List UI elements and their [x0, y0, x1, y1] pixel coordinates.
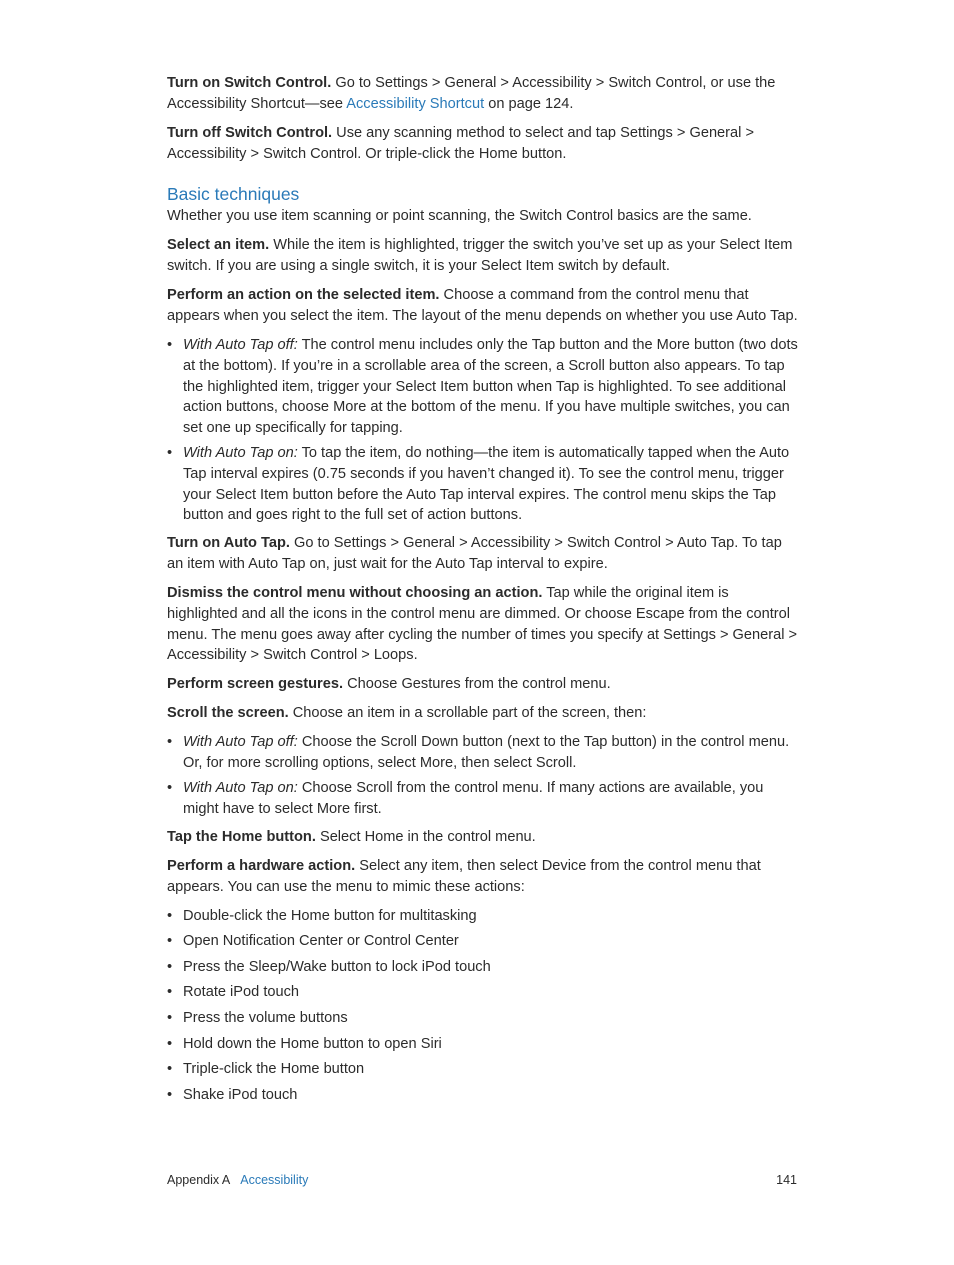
para-text: Choose Gestures from the control menu. [343, 676, 611, 693]
para-text: Choose an item in a scrollable part of the screen, then: [288, 705, 647, 722]
list-item [167, 335, 799, 439]
para-text: Choose a command from the control menu that appears when you select the item. The layout of the menu depends on whether you use Auto Tap. [167, 287, 798, 324]
para-text: on page 124. [484, 95, 574, 112]
para-text: Use any scanning method to select and tap Settings > General > Accessibility > Switch Control. Or triple-click the Home button. [167, 124, 754, 162]
para-lead: Perform a hardware action. [167, 857, 356, 874]
para-lead: Tap the Home button. [167, 828, 316, 845]
bullet: • [167, 780, 173, 797]
bullet: • [167, 1086, 173, 1103]
section-heading: Basic techniques [167, 184, 300, 205]
list-item [167, 1085, 799, 1106]
hardware-action [167, 856, 799, 898]
para-lead: Turn on Auto Tap. [167, 535, 290, 552]
bullet: • [167, 445, 173, 462]
bullet: • [167, 734, 173, 751]
item-lead: With Auto Tap on: [183, 445, 298, 462]
bullet: • [167, 958, 173, 975]
para-lead: Scroll the screen. [167, 705, 289, 722]
item-text: Rotate iPod touch [183, 984, 300, 1001]
item-text: To tap the item, do nothing—the item is automatically tapped when the Auto Tap interval expires (0.75 seconds if you haven’t changed it). To see the control menu, trigger your Select Item button before the Auto Tap interval expires. The control menu skips the Tap button and goes right to the full set of action buttons. [183, 445, 790, 524]
footer-section-link[interactable]: Accessibility [240, 1173, 309, 1187]
hardware-list [167, 906, 799, 1106]
list-item [167, 931, 799, 952]
screen-gestures [167, 674, 799, 695]
autotap-list [167, 335, 799, 526]
para-text: Tap while the original item is highlighted and all the icons in the control menu are dimmed. Or choose Escape from the control menu. The menu goes away after cycling the number of times you specify at Settings > General > Accessibility > Switch Control > Loops. [167, 585, 798, 664]
tap-home [167, 827, 799, 848]
page-content [167, 73, 799, 1113]
accessibility-shortcut-link[interactable]: Accessibility Shortcut [346, 95, 485, 112]
page-footer [167, 1173, 799, 1187]
item-text: Press the volume buttons [183, 1009, 348, 1026]
item-text: Choose Scroll from the control menu. If many actions are available, you might have to select More first. [183, 780, 764, 817]
para-text: While the item is highlighted, trigger the switch you’ve set up as your Select Item switch. If you are using a single switch, it is your Select Item switch by default. [167, 237, 793, 275]
scroll-list [167, 732, 799, 819]
dismiss-menu [167, 583, 799, 666]
list-item [167, 906, 799, 927]
page-number: 141 [776, 1173, 797, 1187]
item-lead: With Auto Tap off: [183, 336, 298, 353]
list-item [167, 778, 799, 820]
bullet: • [167, 1009, 173, 1026]
list-item [167, 1008, 799, 1029]
list-item [167, 443, 799, 526]
turn-off-switch-control [167, 123, 799, 165]
list-item [167, 732, 799, 774]
item-lead: With Auto Tap off: [183, 734, 298, 751]
item-text: Press the Sleep/Wake button to lock iPod touch [183, 958, 491, 975]
turn-on-switch-control [167, 73, 799, 115]
para-lead: Select an item. [167, 237, 270, 254]
para-lead: Turn off Switch Control. [167, 124, 333, 141]
para-lead: Turn on Switch Control. [167, 75, 332, 91]
item-text: Choose the Scroll Down button (next to the Tap button) in the control menu. Or, for more scrolling options, select More, then select Scroll. [183, 734, 790, 772]
item-text: Double-click the Home button for multitasking [183, 907, 477, 924]
bullet: • [167, 933, 173, 950]
para-lead: Perform an action on the selected item. [167, 287, 440, 304]
item-text: Open Notification Center or Control Center [183, 933, 459, 950]
bullet: • [167, 336, 173, 353]
bullet: • [167, 907, 173, 924]
para-text: Select any item, then select Device from the control menu that appears. You can use the menu to mimic these actions: [167, 857, 761, 895]
bullet: • [167, 1061, 173, 1078]
item-text: Shake iPod touch [183, 1086, 298, 1103]
turn-on-autotap [167, 533, 799, 575]
section-intro: Whether you use item scanning or point scanning, the Switch Control basics are the same. [167, 208, 752, 225]
item-text: The control menu includes only the Tap button and the More button (two dots at the bottom). If you’re in a scrollable area of the screen, a Scroll button also appears. To tap the highlighted item, trigger your Select Item button when Tap is highlighted. To see additional action buttons, choose More at the bottom of the menu. If you have multiple switches, you can set one up specifically for tapping. [183, 336, 798, 437]
perform-action [167, 285, 799, 327]
appendix-label: Appendix A [167, 1173, 231, 1187]
bullet: • [167, 1035, 173, 1052]
para-text: Go to Settings > General > Accessibility > Switch Control > Auto Tap. To tap an item with Auto Tap on, just wait for the Auto Tap interval to expire. [167, 535, 782, 573]
scroll-screen [167, 703, 799, 724]
list-item [167, 1059, 799, 1080]
para-text: Select Home in the control menu. [315, 828, 536, 845]
item-text: Hold down the Home button to open Siri [183, 1035, 442, 1052]
list-item [167, 982, 799, 1003]
bullet: • [167, 984, 173, 1001]
list-item [167, 957, 799, 978]
item-lead: With Auto Tap on: [183, 780, 298, 797]
para-lead: Dismiss the control menu without choosing an action. [167, 585, 543, 602]
item-text: Triple-click the Home button [183, 1061, 365, 1078]
list-item [167, 1034, 799, 1055]
select-item [167, 235, 799, 277]
para-text: Go to Settings > General > Accessibility > Switch Control, or use the Accessibility Shortcut—see [167, 75, 776, 112]
para-lead: Perform screen gestures. [167, 676, 344, 693]
